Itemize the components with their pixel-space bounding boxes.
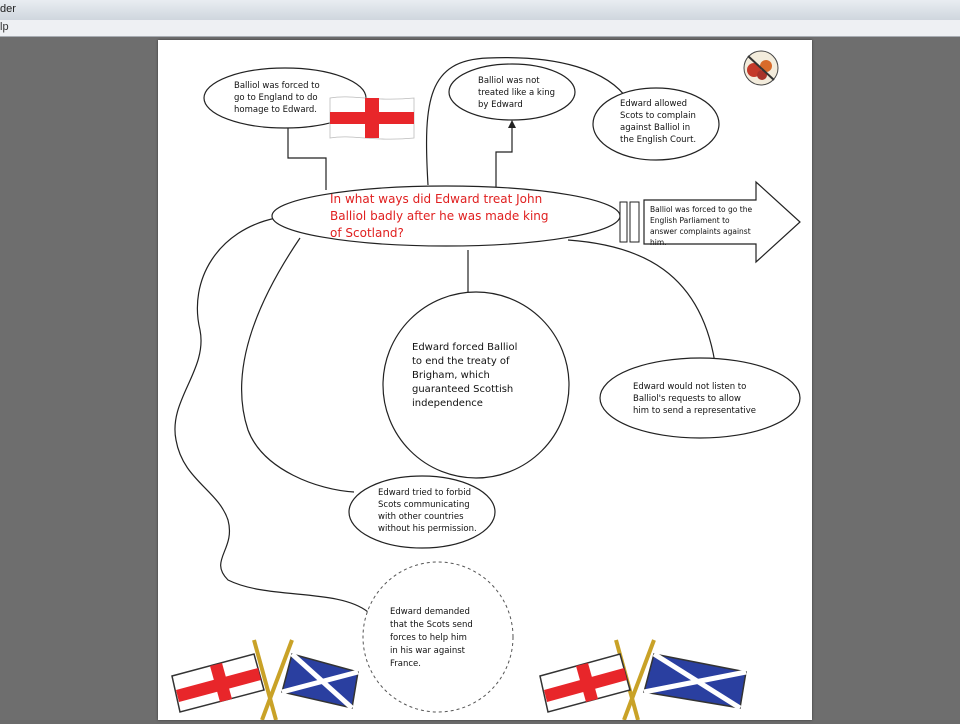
parliament-line-4: him. <box>650 238 667 247</box>
brigham-line-3: Brigham, which <box>412 370 490 381</box>
homage-line-2: go to England to do <box>234 93 318 103</box>
window-title: der <box>0 3 16 15</box>
connector-france <box>175 218 368 612</box>
forbid-line-4: without his permission. <box>378 524 477 534</box>
no-apple-icon <box>744 51 778 85</box>
complain-line-4: the English Court. <box>620 135 697 145</box>
brigham-line-4: guaranteed Scottish <box>412 384 514 395</box>
complain-line-1: Edward allowed <box>620 99 688 109</box>
brigham-line-2: to end the treaty of <box>412 356 510 367</box>
window-titlebar <box>0 0 960 21</box>
connector-representative <box>568 240 716 370</box>
representative-line-1: Edward would not listen to <box>633 382 747 392</box>
central-question-line-3: of Scotland? <box>330 226 404 240</box>
complain-line-3: against Balliol in <box>620 123 691 133</box>
france-line-2: that the Scots send <box>390 620 473 630</box>
connector-not-king <box>496 126 512 190</box>
central-question-line-2: Balliol badly after he was made king <box>330 209 549 223</box>
brigham-line-1: Edward forced Balliol <box>412 342 518 353</box>
crossed-flags-icon <box>172 640 358 720</box>
forbid-line-2: Scots communicating <box>378 500 470 510</box>
homage-line-3: homage to Edward. <box>234 105 318 115</box>
forbid-line-1: Edward tried to forbid <box>378 488 471 498</box>
crossed-flags-icon <box>540 640 746 720</box>
brigham-line-5: independence <box>412 398 483 409</box>
representative-line-2: Balliol's requests to allow <box>633 394 741 404</box>
menu-bar <box>0 20 960 37</box>
not-king-line-3: by Edward <box>478 100 523 110</box>
forbid-line-3: with other countries <box>378 512 464 522</box>
france-line-5: France. <box>390 659 421 669</box>
central-question-line-1: In what ways did Edward treat John <box>330 192 543 206</box>
parliament-line-3: answer complaints against <box>650 227 751 236</box>
france-line-3: forces to help him <box>390 633 467 643</box>
representative-line-3: him to send a representative <box>633 406 757 416</box>
england-flag-icon <box>330 97 414 139</box>
arrowhead-not-king <box>508 120 516 128</box>
parliament-line-2: English Parliament to <box>650 216 730 225</box>
not-king-line-1: Balliol was not <box>478 76 540 86</box>
connector-forbid <box>242 238 354 492</box>
connector-homage <box>288 126 326 190</box>
france-line-1: Edward demanded <box>390 607 470 617</box>
document-page <box>158 40 812 720</box>
france-line-4: in his war against <box>390 646 466 656</box>
parliament-line-1: Balliol was forced to go the <box>650 205 753 214</box>
complain-line-2: Scots to complain <box>620 111 696 121</box>
not-king-line-2: treated like a king <box>478 88 555 98</box>
homage-line-1: Balliol was forced to <box>234 81 320 91</box>
mind-map <box>158 40 812 720</box>
menu-item[interactable]: lp <box>0 21 9 33</box>
